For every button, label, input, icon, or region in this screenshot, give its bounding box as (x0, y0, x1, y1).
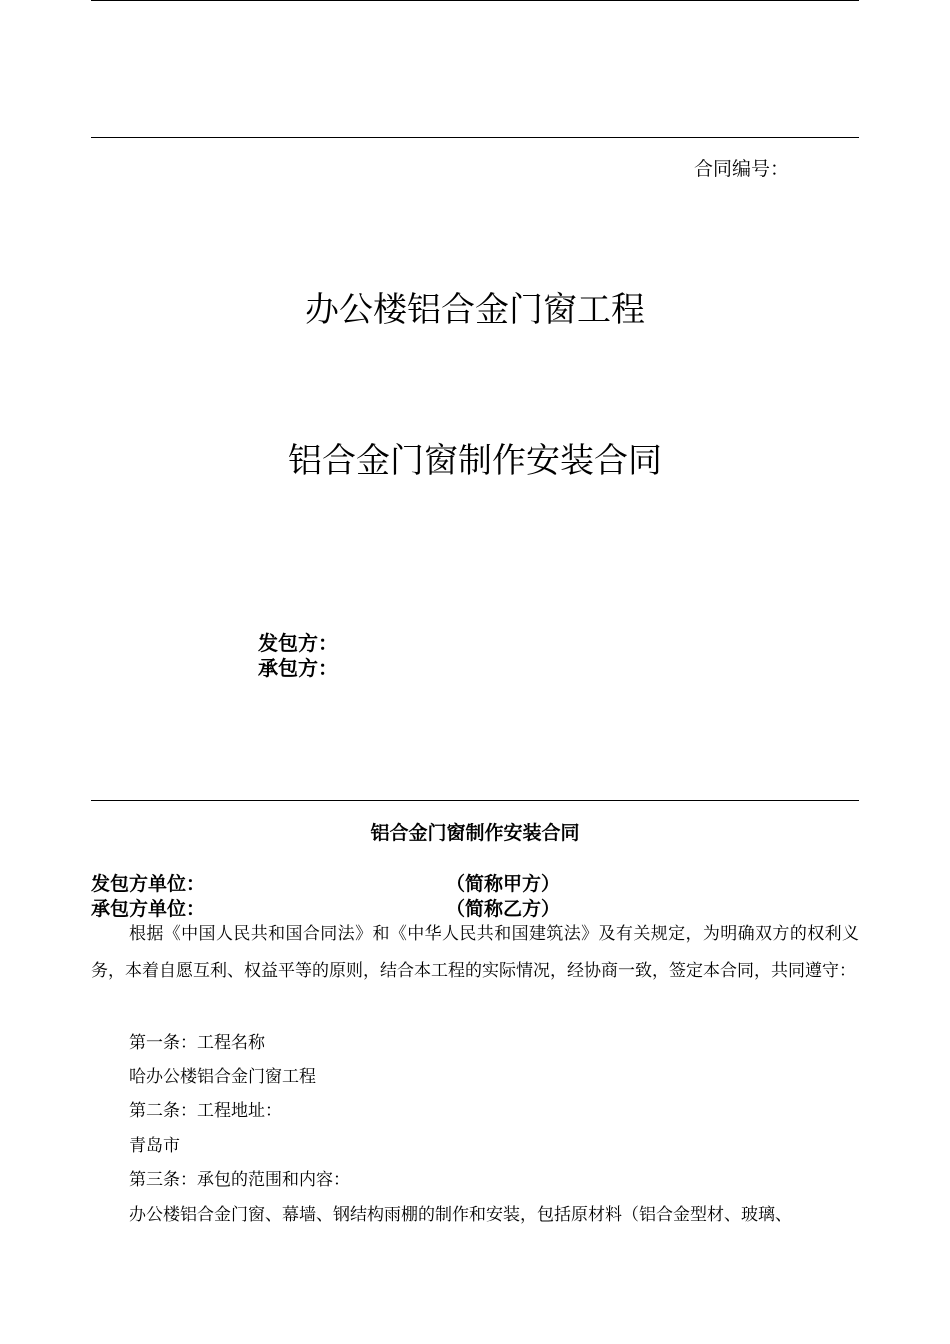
article-2-title: 第二条：工程地址： (129, 1101, 282, 1121)
cover-title-project: 办公楼铝合金门窗工程 (305, 290, 645, 330)
document-heading: 铝合金门窗制作安装合同 (370, 822, 580, 844)
article-1-title: 第一条：工程名称 (129, 1033, 265, 1053)
top-border-line (91, 0, 859, 1)
article-3-content: 办公楼铝合金门窗、幕墙、钢结构雨棚的制作和安装，包括原材料（铝合金型材、玻璃、 (129, 1205, 792, 1225)
header-divider (91, 137, 859, 138)
article-1-content: 哈办公楼铝合金门窗工程 (129, 1067, 316, 1087)
article-3-title: 第三条：承包的范围和内容： (129, 1170, 350, 1190)
page-divider (91, 800, 859, 801)
intro-paragraph: 根据《中国人民共和国合同法》和《中华人民共和国建筑法》及有关规定，为明确双方的权利义务，本着自愿互利、权益平等的原则，结合本工程的实际情况，经协商一致，签定本合同，共同遵守： (91, 924, 859, 981)
cover-title-contract: 铝合金门窗制作安装合同 (288, 441, 662, 481)
party-b-abbreviation: （简称乙方） (446, 898, 561, 920)
party-a-abbreviation: （简称甲方） (446, 873, 561, 895)
contract-number-label: 合同编号： (694, 158, 790, 180)
party-a-unit-label: 发包方单位： (91, 873, 206, 895)
party-b-unit-label: 承包方单位： (91, 898, 206, 920)
party-b-label: 承包方： (258, 656, 338, 680)
party-a-label: 发包方： (258, 631, 338, 655)
article-2-content: 青岛市 (129, 1136, 180, 1156)
